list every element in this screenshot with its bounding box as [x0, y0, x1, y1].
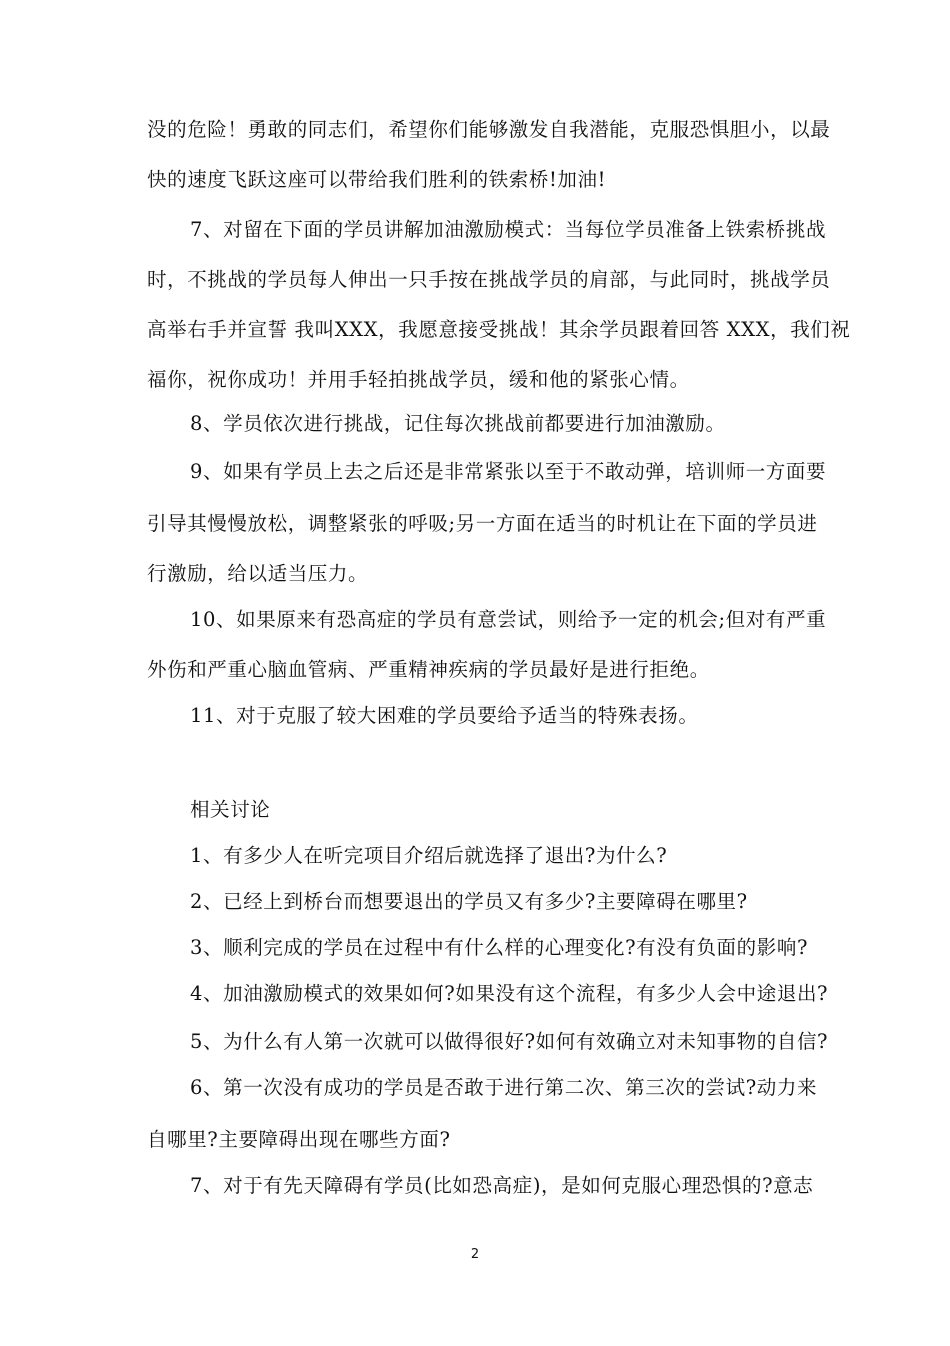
text-line: 5、为什么有人第一次就可以做得很好?如何有效确立对未知事物的自信? [190, 1030, 829, 1053]
text-line: 3、顺利完成的学员在过程中有什么样的心理变化?有没有负面的影响? [190, 936, 809, 959]
text-line: 2、已经上到桥台而想要退出的学员又有多少?主要障碍在哪里? [190, 890, 748, 913]
text-line: 高举右手并宣誓 我叫XXX，我愿意接受挑战！其余学员跟着回答 XXX，我们祝 [147, 318, 851, 341]
text-line: 引导其慢慢放松，调整紧张的呼吸;另一方面在适当的时机让在下面的学员进 [147, 512, 818, 535]
page-number: 2 [470, 1247, 480, 1262]
text-line: 时，不挑战的学员每人伸出一只手按在挑战学员的肩部，与此同时，挑战学员 [147, 268, 831, 291]
text-line: 8、学员依次进行挑战，记住每次挑战前都要进行加油激励。 [190, 412, 726, 435]
text-line: 11、对于克服了较大困难的学员要给予适当的特殊表扬。 [190, 704, 699, 727]
text-line: 7、对于有先天障碍有学员(比如恐高症)，是如何克服心理恐惧的?意志 [190, 1174, 814, 1197]
text-line: 1、有多少人在听完项目介绍后就选择了退出?为什么? [190, 844, 668, 867]
text-line: 快的速度飞跃这座可以带给我们胜利的铁索桥!加油! [147, 168, 607, 191]
text-line: 10、如果原来有恐高症的学员有意尝试，则给予一定的机会;但对有严重 [190, 608, 827, 631]
text-line: 行激励，给以适当压力。 [147, 562, 369, 585]
text-line: 4、加油激励模式的效果如何?如果没有这个流程，有多少人会中途退出? [190, 982, 829, 1005]
text-line: 外伤和严重心脑血管病、严重精神疾病的学员最好是进行拒绝。 [147, 658, 710, 681]
text-line: 9、如果有学员上去之后还是非常紧张以至于不敢动弹，培训师一方面要 [190, 460, 827, 483]
text-line: 福你，祝你成功！并用手轻拍挑战学员，缓和他的紧张心情。 [147, 368, 690, 391]
text-line: 6、第一次没有成功的学员是否敢于进行第二次、第三次的尝试?动力来 [190, 1076, 818, 1099]
text-line: 没的危险！勇敢的同志们，希望你们能够激发自我潜能，克服恐惧胆小，以最 [147, 118, 831, 141]
text-line: 自哪里?主要障碍出现在哪些方面? [147, 1128, 451, 1151]
text-line: 7、对留在下面的学员讲解加油激励模式：当每位学员准备上铁索桥挑战 [190, 218, 827, 241]
section-heading: 相关讨论 [190, 798, 271, 821]
